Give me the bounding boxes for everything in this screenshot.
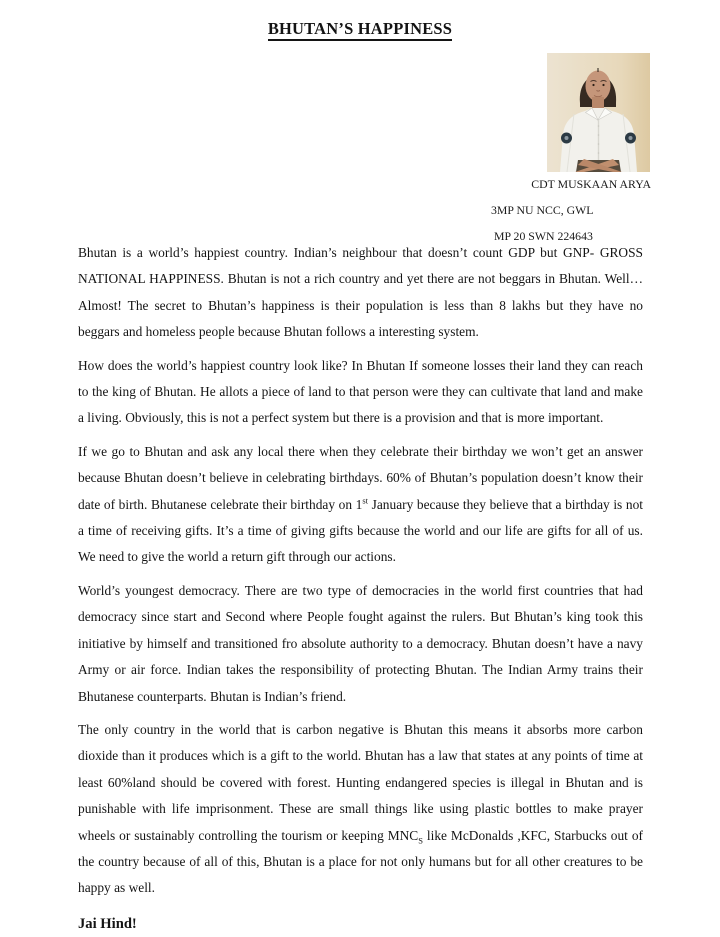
byline-unit: 3MP NU NCC, GWL (491, 203, 594, 217)
portrait-photo (547, 53, 650, 172)
paragraph-2-text: How does the world’s happiest country look like? In Bhutan If someone losses their land they can reach to the king of Bhutan. He allots a piece of land to that person were they can cultivate that land and make a living. Obviously, this is not a perfect system but there is a provision and that is more important. (78, 357, 643, 426)
paragraph-4-text: World’s youngest democracy. There are two type of democracies in the world first countries that had democracy since start and Second where People fought against the rulers. But Bhutan’s king took this initiative by himself and transitioned fro absolute authority to a democracy. Bhutan doesn’t have a navy Army or air force. Indian takes the responsibility of protecting Bhutan. The Indian Army trains their Bhutanese counterparts. Bhutan is Indian’s friend. (78, 582, 643, 704)
paragraph-5-text-a: The only country in the world that is carbon negative is Bhutan this means it absorbs more carbon dioxide than it produces which is a gift to the world. Bhutan has a law that states at any points of time at least 60%land should be covered with forest. Hunting endangered species is illegal in Bhutan and is punishable with life imprisonment. These are small things like using plastic bottles to make prayer wheels or sustainably controlling the tourism or keeping MNC (78, 721, 643, 843)
paragraph-2 (78, 353, 643, 432)
paragraph-1 (78, 240, 643, 346)
paragraph-5-text-b: like McDonalds ,KFC, Starbucks out of the country because of all of this, Bhutan is a place for not only humans but for all other creatures to be happy as well. (78, 827, 643, 896)
paragraph-3-text-b: January because they believe that a birthday is not a time of receiving gifts. It’s a time of giving gifts because the world and our life are gifts for all of us. We need to give the world a return gift through our actions. (78, 496, 643, 565)
paragraph-3-superscript: st (362, 495, 369, 506)
paragraph-3-text-a: If we go to Bhutan and ask any local there when they celebrate their birthday we won’t get an answer because Bhutan doesn’t believe in celebrating birthdays. 60% of Bhutan’s population doesn’t know their date of birth. Bhutanese celebrate their birthday on 1 (78, 443, 643, 512)
paragraph-5-subscript: S (418, 835, 423, 846)
article-body (78, 240, 643, 937)
paragraph-1-text: Bhutan is a world’s happiest country. Indian’s neighbour that doesn’t count GDP but GNP- GROSS NATIONAL HAPPINESS. Bhutan is not a rich country and yet there are not beggars in Bhutan. Well… Almost! The secret to Bhutan’s happiness is their population is less than 8 lakhs but they have no beggars and homeless people because Bhutan follows a interesting system. (78, 245, 643, 340)
paragraph-5 (78, 717, 643, 902)
document-title (0, 19, 720, 39)
closing-salutation: Jai Hind! (78, 915, 137, 932)
paragraph-3 (78, 439, 643, 571)
paragraph-4 (78, 578, 643, 710)
byline-service-number: MP 20 SWN 224643 (494, 229, 593, 243)
byline (430, 177, 651, 243)
portrait-photo-graphic (547, 53, 650, 172)
document-title-text: BHUTAN’S HAPPINESS (268, 19, 452, 41)
byline-author-name: CDT MUSKAAN ARYA (531, 177, 651, 191)
